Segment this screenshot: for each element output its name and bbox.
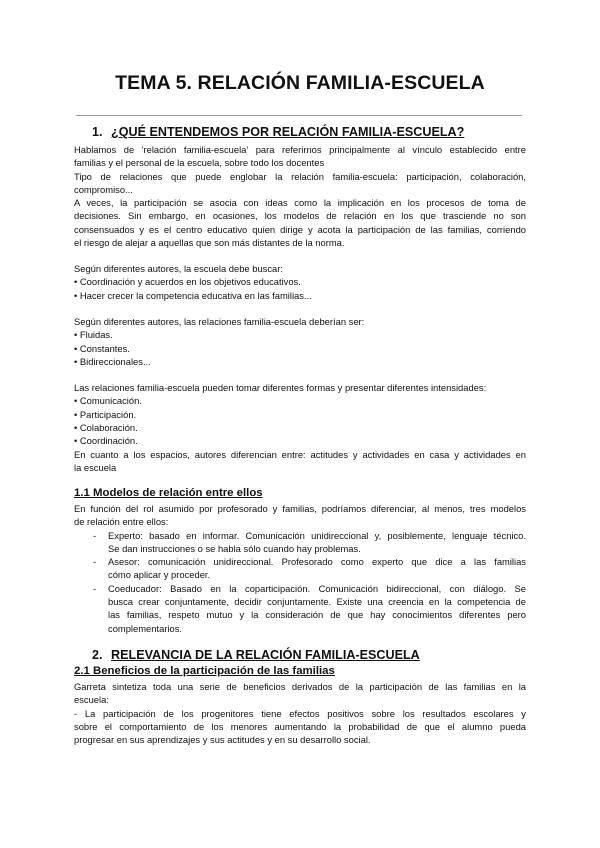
page-title: TEMA 5. RELACIÓN FAMILIA-ESCUELA — [115, 72, 485, 94]
text-line: el riesgo de alejar a aquellas que son más distantes de la norma. — [74, 237, 345, 249]
list-2-intro: Según diferentes autores, las relaciones familia-escuela deberían ser: — [74, 316, 365, 327]
section-2-number: 2. — [92, 648, 103, 662]
text-line: Coeducador: Basado en la coparticipación. Comunicación bidireccional, con diálogo. Se — [108, 582, 526, 594]
model-expert — [108, 529, 526, 556]
model-coeducator — [108, 582, 526, 635]
list-item: • Coordinación y acuerdos en los objetivos educativos. — [74, 276, 301, 288]
list-item: • Participación. — [74, 408, 137, 420]
text-line: la escuela — [74, 461, 117, 473]
text-line: de relación entre ellos: — [74, 516, 169, 528]
section-1-paragraph-2 — [74, 170, 526, 197]
dash-bullet: - — [93, 582, 97, 594]
text-line: A veces, la participación se asocia con ideas como la implicación en los procesos de toma de — [74, 197, 526, 209]
list-item: • Bidireccionales... — [74, 355, 151, 367]
list-item: • Constantes. — [74, 342, 130, 354]
section-2-heading — [92, 648, 420, 662]
text-line: compromiso... — [74, 183, 133, 195]
list-item: • Coordinación. — [74, 435, 138, 447]
section-2-1-intro — [74, 680, 526, 707]
list-3-intro: Las relaciones familia-escuela pueden tomar diferentes formas y presentar diferentes intensidades: — [74, 382, 487, 393]
list-item: • Colaboración. — [74, 421, 138, 433]
text-line: las familias, respeto mutuo y la consideración de que hay conocimientos diferentes pero — [108, 609, 526, 621]
section-1-title: ¿QUÉ ENTENDEMOS POR RELACIÓN FAMILIA-ESCUELA? — [111, 125, 465, 139]
text-line: En cuanto a los espacios, autores diferencian entre: actitudes y actividades en casa y actividades en — [74, 448, 526, 460]
list-item: • Hacer crecer la competencia educativa en las familias... — [74, 289, 312, 301]
text-line: busca crear conjuntamente, decidir conjuntamente. Existe una creencia en la competencia de — [108, 596, 526, 608]
section-1-1-intro — [74, 502, 526, 529]
text-line: cómo aplicar y proceder. — [108, 569, 211, 581]
text-line: escuela: — [74, 694, 109, 706]
section-1-heading — [92, 125, 464, 139]
text-line: consensuados y es el centro educativo quien dirige y acota la participación de las familias, corriendo — [74, 223, 526, 235]
text-line: complementarios. — [108, 622, 182, 634]
text-line: En función del rol asumido por profesorado y familias, podríamos diferenciar, al menos, tres modelos — [74, 503, 526, 514]
title-divider — [76, 115, 522, 116]
section-1-paragraph-3 — [74, 196, 526, 249]
text-line: Tipo de relaciones que puede englobar la relación familia-escuela: participación, colaboración, — [74, 170, 526, 182]
section-2-title: RELEVANCIA DE LA RELACIÓN FAMILIA-ESCUELA — [111, 648, 420, 662]
model-advisor — [108, 555, 526, 582]
section-2-1-paragraph-1 — [74, 707, 526, 747]
section-1-paragraph-4 — [74, 448, 526, 475]
text-line: Experto: basado en informar. Comunicación unidireccional y, posiblemente, lenguaje técnico. — [108, 529, 526, 541]
dash-bullet: - — [93, 529, 97, 541]
text-line: familias y el personal de la escuela, sobre todo los docentes — [74, 157, 325, 169]
section-1-paragraph-1 — [74, 143, 526, 170]
section-2-1-heading: 2.1 Beneficios de la participación de las familias — [74, 665, 335, 677]
section-1-number: 1. — [92, 125, 103, 139]
text-line: Asesor: comunicación unidireccional. Profesorado como experto que dice a las familias — [108, 556, 526, 568]
text-line: Se dan instrucciones o se habla sólo cuando hay problemas. — [108, 542, 361, 554]
text-line: progresar en sus aprendizajes y sus actitudes y en su desarrollo social. — [74, 734, 371, 746]
list-1-intro: Según diferentes autores, la escuela debe buscar: — [74, 263, 283, 274]
text-line: Hablamos de 'relación familia-escuela' para referirnos principalmente al vínculo establecido entre — [74, 144, 526, 155]
text-line: decisiones. Sin embargo, en ocasiones, los modelos de relación en los que trasciende no son — [74, 210, 526, 222]
text-line: Garreta sintetiza toda una serie de beneficios derivados de la participación de las familias en la — [74, 681, 526, 692]
dash-bullet: - — [93, 556, 97, 568]
section-1-1-heading: 1.1 Modelos de relación entre ellos — [74, 487, 263, 499]
text-line: - La participación de los progenitores tiene efectos positivos sobre los resultados escolares y — [74, 707, 526, 719]
text-line: sobre el comportamiento de los menores aumentando la probabilidad de que el alumno pueda — [74, 720, 526, 732]
list-item: • Comunicación. — [74, 395, 142, 407]
list-item: • Fluidas. — [74, 329, 113, 341]
